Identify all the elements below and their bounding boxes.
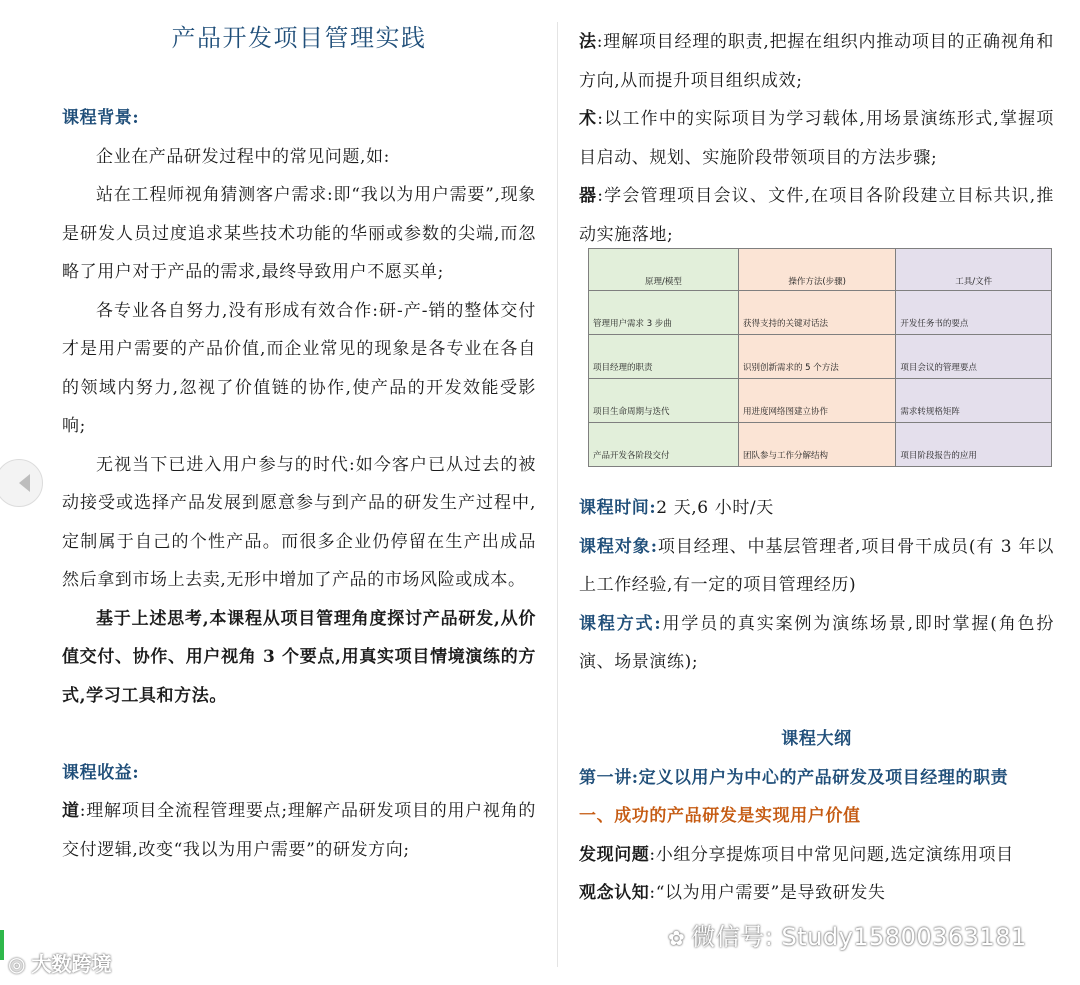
course-matrix-table xyxy=(588,248,1052,467)
table-cell: 识别创新需求的 5 个方法 xyxy=(738,335,895,379)
table-row xyxy=(589,379,1052,423)
background-paragraph: 无视当下已进入用户参与的时代:如今客户已从过去的被动接受或选择产品发展到愿意参与到产品的研发生产过程中,定制属于自己的个性产品。而很多企业仍停留在生产出成品然后拿到市场上去卖,无形中增加了产品的市场风险或成本。 xyxy=(62,454,536,590)
table-cell: 管理用户需求 3 步曲 xyxy=(589,291,739,335)
benefits-heading: 课程收益: xyxy=(62,762,140,783)
watermark-left-text: 大数跨境 xyxy=(31,952,112,976)
wechat-icon: ✿ xyxy=(668,926,686,950)
benefit-shu-text: :以工作中的实际项目为学习载体,用场景演练形式,掌握项目启动、规划、实施阶段带领项目的方法步骤; xyxy=(579,109,1054,168)
watermark-right xyxy=(668,917,1027,952)
background-paragraph: 各专业各自努力,没有形成有效合作:研-产-销的整体交付才是用户需要的产品价值,而企业常见的现象是各专业在各自的领域内努力,忽视了价值链的协作,使产品的开发效能受影响; xyxy=(62,300,536,436)
table-row xyxy=(589,335,1052,379)
chevron-left-icon xyxy=(19,474,30,492)
summary-paragraph: 基于上述思考,本课程从项目管理角度探讨产品研发,从价值交付、协作、用户视角 3 个要点,用真实项目情境演练的方式,学习工具和方法。 xyxy=(62,608,536,706)
background-paragraph: 企业在产品研发过程中的常见问题,如: xyxy=(96,146,390,167)
right-column-lower xyxy=(579,489,1054,913)
previous-page-button[interactable] xyxy=(0,459,43,507)
benefit-qi-label: 器 xyxy=(579,186,598,206)
background-heading: 课程背景: xyxy=(62,108,140,128)
discover-label: 发现问题 xyxy=(579,844,650,865)
watermark-left xyxy=(8,948,111,977)
table-row xyxy=(589,291,1052,335)
course-time-label: 课程时间: xyxy=(579,498,657,518)
benefit-dao-label: 道 xyxy=(62,801,80,821)
benefit-shu xyxy=(579,100,1054,177)
course-audience xyxy=(579,528,1054,605)
benefit-fa-label: 法 xyxy=(579,32,597,52)
benefit-dao xyxy=(62,792,536,869)
weibo-icon: ◎ xyxy=(8,952,26,976)
benefit-qi-text: :学会管理项目会议、文件,在项目各阶段建立目标共识,推动实施落地; xyxy=(579,186,1054,245)
table-cell: 需求转规格矩阵 xyxy=(896,379,1052,423)
table-cell: 产品开发各阶段交付 xyxy=(589,423,739,467)
background-paragraph: 站在工程师视角猜测客户需求:即“我以为用户需要”,现象是研发人员过度追求某些技术功能的华丽或参数的尖端,而忽略了用户对于产品的需求,最终导致用户不愿买单; xyxy=(62,185,536,282)
course-method xyxy=(579,605,1054,682)
table-cell: 用进度网络图建立协作 xyxy=(738,379,895,423)
document-title: 产品开发项目管理实践 xyxy=(171,24,427,52)
table-cell: 项目经理的职责 xyxy=(589,335,739,379)
concept-awareness xyxy=(579,874,1054,913)
benefit-fa xyxy=(579,23,1054,100)
benefit-qi xyxy=(579,177,1054,254)
table-cell: 团队参与工作分解结构 xyxy=(738,423,895,467)
benefit-dao-text: :理解项目全流程管理要点;理解产品研发项目的用户视角的交付逻辑,改变“我以为用户需要”的研发方向; xyxy=(62,801,536,860)
section-1-title: 一、成功的产品研发是实现用户价值 xyxy=(579,806,861,826)
column-divider xyxy=(557,22,558,967)
table-cell: 开发任务书的要点 xyxy=(896,291,1052,335)
spacer xyxy=(579,682,1054,721)
course-audience-label: 课程对象: xyxy=(579,536,658,557)
table-header-cell: 原理/模型 xyxy=(589,249,739,291)
outline-heading: 课程大纲 xyxy=(781,729,852,749)
benefit-shu-label: 术 xyxy=(579,109,598,129)
right-column xyxy=(579,23,1054,254)
spacer xyxy=(62,715,536,754)
discover-problem xyxy=(579,836,1054,875)
concept-text: :“以为用户需要”是导致研发失 xyxy=(649,883,886,903)
concept-label: 观念认知 xyxy=(579,883,650,903)
course-audience-text: 项目经理、中基层管理者,项目骨干成员(有 3 年以上工作经验,有一定的项目管理经历) xyxy=(579,536,1054,595)
lecture-1-title: 第一讲:定义以用户为中心的产品研发及项目经理的职责 xyxy=(579,767,1009,788)
course-method-label: 课程方式: xyxy=(579,613,662,634)
table-cell: 项目阶段报告的应用 xyxy=(896,423,1052,467)
discover-text: :小组分享提炼项目中常见问题,选定演练用项目 xyxy=(649,844,1014,865)
course-method-text: 用学员的真实案例为演练场景,即时掌握(角色扮演、场景演练); xyxy=(579,613,1054,672)
table-cell: 项目生命周期与迭代 xyxy=(589,379,739,423)
table-cell: 获得支持的关键对话法 xyxy=(738,291,895,335)
table-header-cell: 工具/文件 xyxy=(896,249,1052,291)
table-cell: 项目会议的管理要点 xyxy=(896,335,1052,379)
course-time-text: 2 天,6 小时/天 xyxy=(656,498,774,518)
watermark-right-text: 微信号: Study15800363181 xyxy=(691,923,1027,951)
table-row xyxy=(589,423,1052,467)
left-column xyxy=(62,99,536,869)
benefit-fa-text: :理解项目经理的职责,把握在组织内推动项目的正确视角和方向,从而提升项目组织成效; xyxy=(579,32,1054,91)
green-edge-marker xyxy=(0,930,4,960)
table-header-cell: 操作方法(步骤) xyxy=(738,249,895,291)
table-header-row xyxy=(589,249,1052,291)
course-time xyxy=(579,489,1054,528)
